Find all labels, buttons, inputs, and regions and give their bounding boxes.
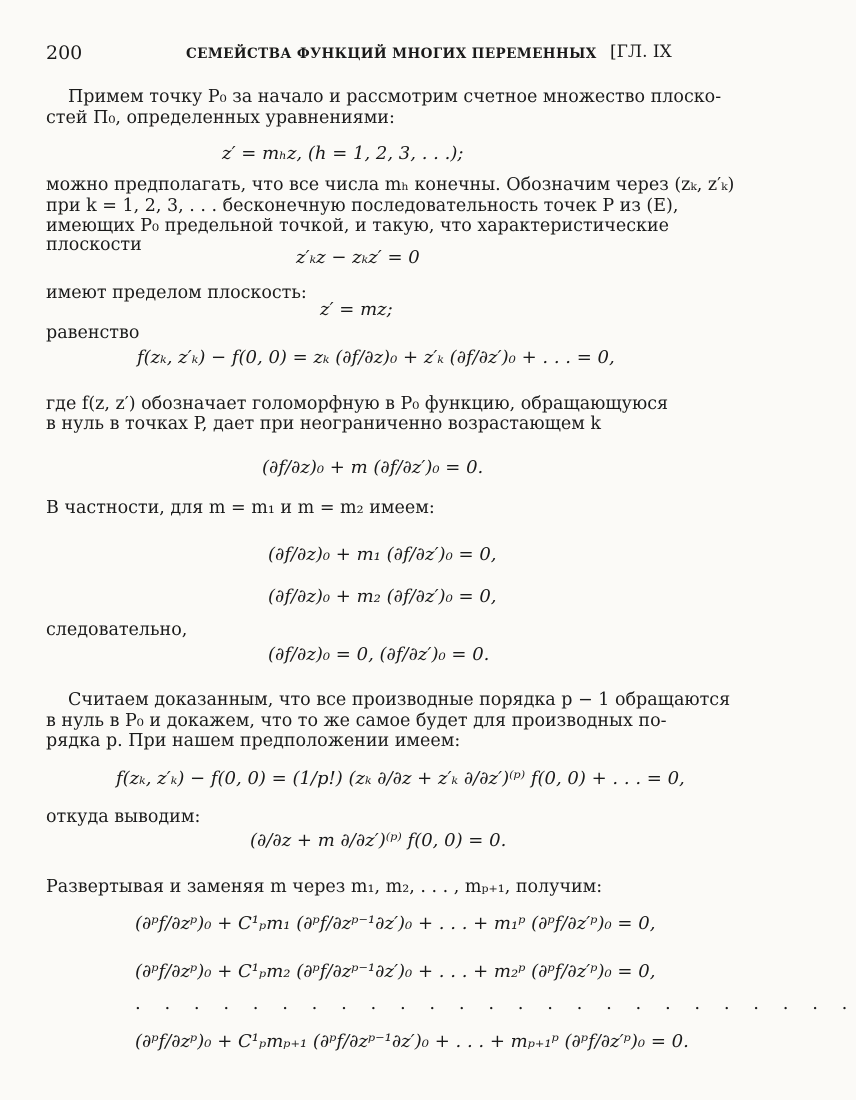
text-line: имеющих P₀ предельной точкой, и такую, что характеристические bbox=[46, 216, 669, 236]
equation: (∂/∂z + m ∂/∂z′)⁽ᵖ⁾ f(0, 0) = 0. bbox=[250, 830, 507, 851]
equation: (∂f/∂z)₀ + m₁ (∂f/∂z′)₀ = 0, bbox=[268, 544, 497, 565]
equation: z′ = mz; bbox=[320, 299, 393, 320]
text-line: Примем точку P₀ за начало и рассмотрим счетное множество плоско- bbox=[68, 87, 722, 107]
equation: (∂ᵖf/∂zᵖ)₀ + C¹ₚm₁ (∂ᵖf/∂zᵖ⁻¹∂z′)₀ + . . . + m₁ᵖ (∂ᵖf/∂z′ᵖ)₀ = 0, bbox=[135, 913, 656, 934]
text-line: в нуль в точках P, дает при неограниченно возрастающем k bbox=[46, 414, 602, 434]
equation: f(zₖ, z′ₖ) − f(0, 0) = zₖ (∂f/∂z)₀ + z′ₖ (∂f/∂z′)₀ + . . . = 0, bbox=[137, 347, 615, 368]
ellipsis-row: . . . . . . . . . . . . . . . . . . . . . . . . . bbox=[135, 993, 856, 1014]
text-line: при k = 1, 2, 3, . . . бесконечную последовательность точек P из (E), bbox=[46, 196, 679, 216]
equation: (∂f/∂z)₀ + m₂ (∂f/∂z′)₀ = 0, bbox=[268, 586, 497, 607]
text-line: Считаем доказанным, что все производные порядка p − 1 обращаются bbox=[68, 690, 731, 710]
text-line: Развертывая и заменяя m через m₁, m₂, . . . , mₚ₊₁, получим: bbox=[46, 877, 603, 897]
text-line: равенство bbox=[46, 323, 140, 343]
equation: z′ₖz − zₖz′ = 0 bbox=[296, 247, 420, 268]
text-line: откуда выводим: bbox=[46, 807, 201, 827]
text-line: плоскости bbox=[46, 235, 142, 255]
text-line: где f(z, z′) обозначает голоморфную в P₀ функцию, обращающуюся bbox=[46, 394, 669, 414]
text-line: в нуль в P₀ и докажем, что то же самое будет для производных по- bbox=[46, 711, 667, 731]
equation: z′ = mₕz, (h = 1, 2, 3, . . .); bbox=[222, 143, 464, 164]
text-line: В частности, для m = m₁ и m = m₂ имеем: bbox=[46, 498, 435, 518]
equation: (∂ᵖf/∂zᵖ)₀ + C¹ₚmₚ₊₁ (∂ᵖf/∂zᵖ⁻¹∂z′)₀ + . . . + mₚ₊₁ᵖ (∂ᵖf/∂z′ᵖ)₀ = 0. bbox=[135, 1031, 689, 1052]
running-title: СЕМЕЙСТВА ФУНКЦИЙ МНОГИХ ПЕРЕМЕННЫХ bbox=[186, 46, 597, 62]
equation: f(zₖ, z′ₖ) − f(0, 0) = (1/p!) (zₖ ∂/∂z + z′ₖ ∂/∂z′)⁽ᵖ⁾ f(0, 0) + . . . = 0, bbox=[116, 768, 685, 789]
equation: (∂ᵖf/∂zᵖ)₀ + C¹ₚm₂ (∂ᵖf/∂zᵖ⁻¹∂z′)₀ + . . . + m₂ᵖ (∂ᵖf/∂z′ᵖ)₀ = 0, bbox=[135, 961, 656, 982]
text-line: рядка p. При нашем предположении имеем: bbox=[46, 731, 461, 751]
equation: (∂f/∂z)₀ + m (∂f/∂z′)₀ = 0. bbox=[262, 457, 484, 478]
text-line: имеют пределом плоскость: bbox=[46, 283, 307, 303]
equation: (∂f/∂z)₀ = 0, (∂f/∂z′)₀ = 0. bbox=[268, 644, 490, 665]
chapter-label: [ГЛ. IX bbox=[610, 42, 672, 62]
text-line: можно предполагать, что все числа mₕ конечны. Обозначим через (zₖ, z′ₖ) bbox=[46, 175, 735, 195]
text-line: следовательно, bbox=[46, 620, 188, 640]
page-number: 200 bbox=[46, 42, 83, 64]
text-line: стей Π₀, определенных уравнениями: bbox=[46, 108, 395, 128]
